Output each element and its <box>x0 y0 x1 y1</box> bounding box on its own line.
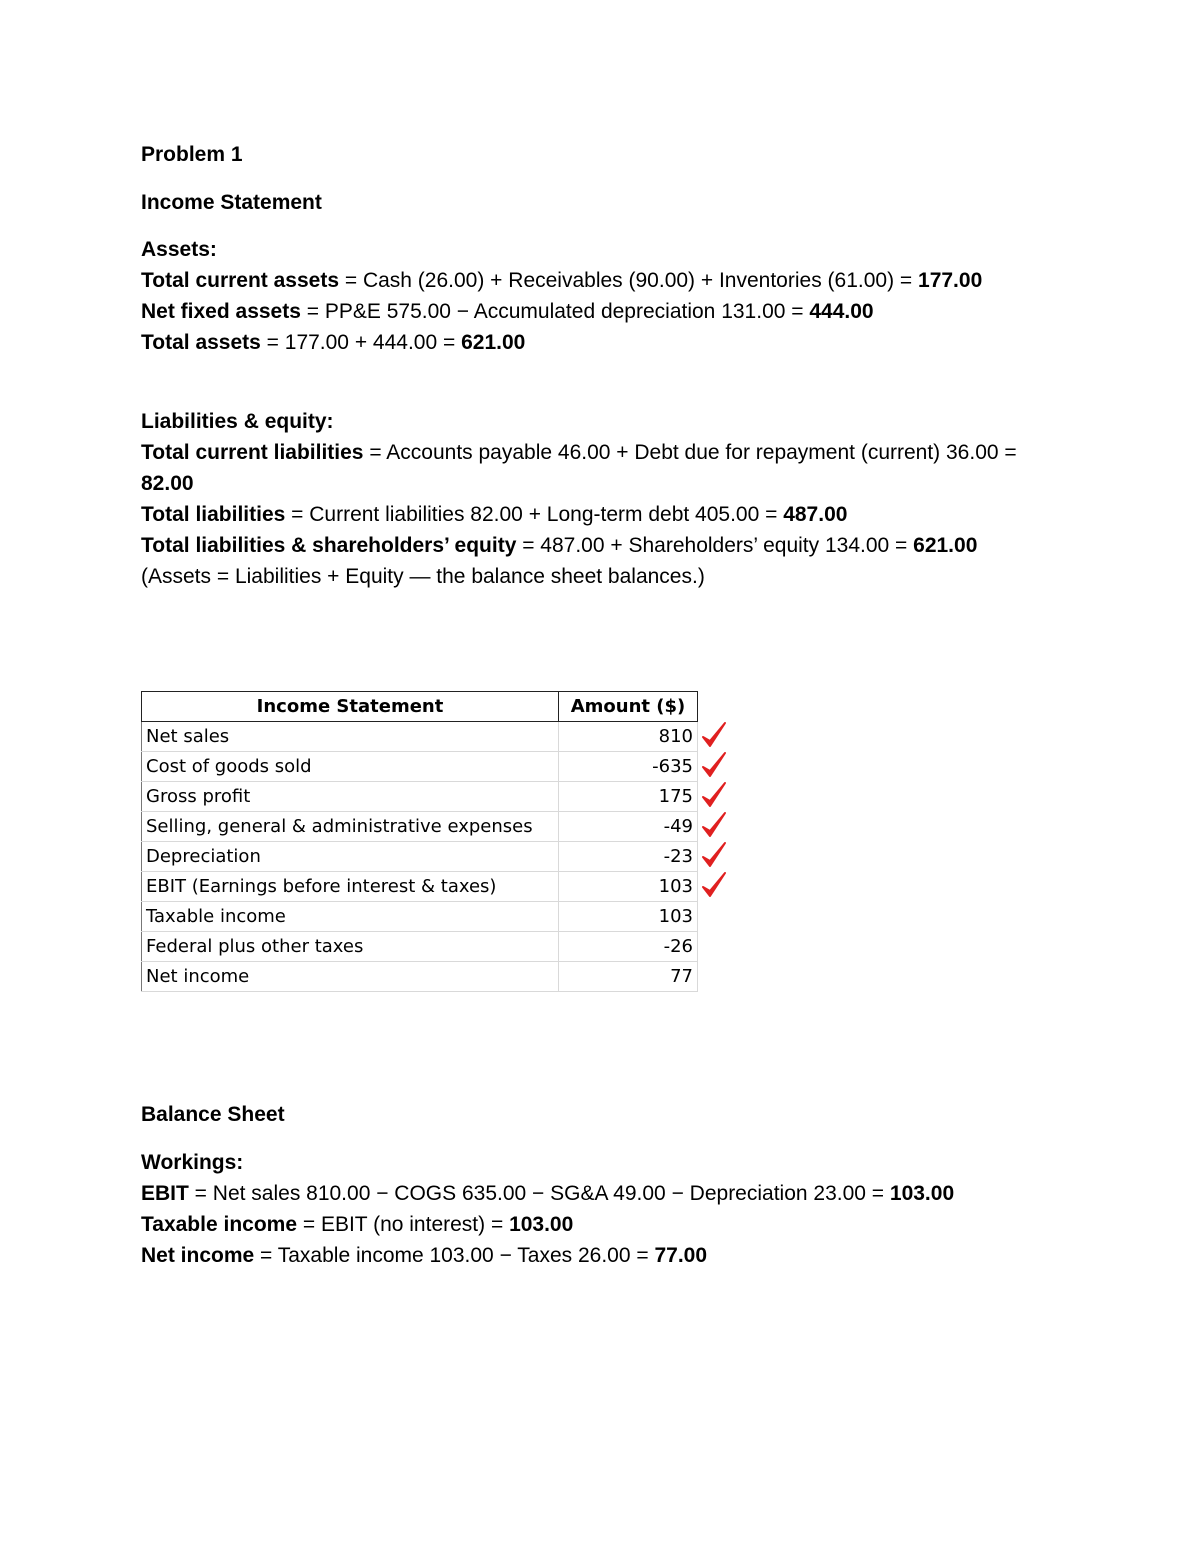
table-row <box>142 842 698 872</box>
net-fixed-assets-label: Net fixed assets <box>141 300 301 323</box>
total-liabilities-equity-line <box>141 530 1071 561</box>
checkmark-icon <box>701 840 727 870</box>
table-row <box>142 812 698 842</box>
amount-value: -23 <box>663 846 693 867</box>
income-statement-heading: Income Statement <box>141 191 322 214</box>
balance-note: (Assets = Liabilities + Equity — the balance sheet balances.) <box>141 565 705 588</box>
liabilities-heading: Liabilities & equity: <box>141 410 334 433</box>
row-amount <box>559 842 698 872</box>
total-assets-result: 621.00 <box>461 331 526 354</box>
row-amount <box>559 902 698 932</box>
net-fixed-assets-line <box>141 296 1071 327</box>
total-current-liabilities-expr: = Accounts payable 46.00 + Debt due for repayment (current) 36.00 = <box>363 441 1017 464</box>
total-assets-label: Total assets <box>141 331 261 354</box>
checkmark-icon <box>701 810 727 840</box>
ebit-label: EBIT <box>141 1182 189 1205</box>
row-label: Federal plus other taxes <box>142 932 559 962</box>
liabilities-section <box>141 406 1071 592</box>
problem-title: Problem 1 <box>141 143 243 166</box>
checkmark-icon <box>701 750 727 780</box>
taxable-income-line <box>141 1209 1071 1240</box>
checkmark-icon <box>701 780 727 810</box>
checkmark-icon <box>701 870 727 900</box>
net-fixed-assets-expr: = PP&E 575.00 − Accumulated depreciation 131.00 = <box>300 300 810 323</box>
row-label: Selling, general & administrative expenses <box>142 812 559 842</box>
total-current-assets-result: 177.00 <box>918 269 983 292</box>
amount-value: 103 <box>658 876 693 897</box>
total-current-liabilities-label: Total current liabilities <box>141 441 364 464</box>
amount-value: 810 <box>658 726 693 747</box>
table-row <box>142 902 698 932</box>
total-liabilities-expr: = Current liabilities 82.00 + Long-term debt 405.00 = <box>285 503 784 526</box>
total-liabilities-line <box>141 499 1071 530</box>
header-amount: Amount ($) <box>559 692 698 722</box>
balance-sheet-heading: Balance Sheet <box>141 1103 285 1126</box>
taxable-income-result: 103.00 <box>509 1213 574 1236</box>
table-row <box>142 722 698 752</box>
row-amount <box>559 932 698 962</box>
amount-value: 103 <box>658 906 693 927</box>
header-income-statement: Income Statement <box>142 692 559 722</box>
assets-heading: Assets: <box>141 238 217 261</box>
row-amount <box>559 812 698 842</box>
total-liabilities-result: 487.00 <box>783 503 848 526</box>
row-label: EBIT (Earnings before interest & taxes) <box>142 872 559 902</box>
total-assets-line <box>141 327 1071 358</box>
amount-value: 77 <box>670 966 693 987</box>
net-income-label: Net income <box>141 1244 255 1267</box>
amount-value: -49 <box>663 816 693 837</box>
net-fixed-assets-result: 444.00 <box>809 300 874 323</box>
net-income-result: 77.00 <box>654 1244 708 1267</box>
table-row <box>142 962 698 992</box>
total-current-liabilities-line <box>141 437 1071 499</box>
taxable-income-expr: = EBIT (no interest) = <box>297 1213 510 1236</box>
assets-section <box>141 234 1071 358</box>
row-amount <box>559 722 698 752</box>
row-amount <box>559 752 698 782</box>
total-current-assets-label: Total current assets <box>141 269 340 292</box>
amount-value: -635 <box>652 756 693 777</box>
ebit-line <box>141 1178 1071 1209</box>
table-row <box>142 782 698 812</box>
net-income-line <box>141 1240 1071 1271</box>
table-row <box>142 932 698 962</box>
workings-heading: Workings: <box>141 1151 244 1174</box>
row-amount <box>559 962 698 992</box>
net-income-expr: = Taxable income 103.00 − Taxes 26.00 = <box>254 1244 655 1267</box>
total-current-assets-line <box>141 265 1071 296</box>
income-statement-table <box>141 691 698 992</box>
row-label: Net income <box>142 962 559 992</box>
row-label: Cost of goods sold <box>142 752 559 782</box>
row-label: Taxable income <box>142 902 559 932</box>
amount-value: -26 <box>663 936 693 957</box>
table-header-row <box>142 692 698 722</box>
total-assets-expr: = 177.00 + 444.00 = <box>260 331 462 354</box>
checkmark-icon <box>701 720 727 750</box>
total-current-assets-expr: = Cash (26.00) + Receivables (90.00) + Inventories (61.00) = <box>339 269 919 292</box>
workings-section <box>141 1147 1071 1271</box>
total-liabilities-equity-expr: = 487.00 + Shareholders’ equity 134.00 = <box>516 534 914 557</box>
total-liabilities-label: Total liabilities <box>141 503 286 526</box>
total-current-liabilities-result: 82.00 <box>141 472 194 495</box>
row-label: Gross profit <box>142 782 559 812</box>
table-row <box>142 752 698 782</box>
row-label: Net sales <box>142 722 559 752</box>
total-liabilities-equity-label: Total liabilities & shareholders’ equity <box>141 534 517 557</box>
ebit-result: 103.00 <box>889 1182 955 1205</box>
table-row <box>142 872 698 902</box>
total-liabilities-equity-result: 621.00 <box>913 534 978 557</box>
row-amount <box>559 782 698 812</box>
row-amount <box>559 872 698 902</box>
ebit-expr: = Net sales 810.00 − COGS 635.00 − SG&A 49.00 − Depreciation 23.00 = <box>188 1182 890 1205</box>
row-label: Depreciation <box>142 842 559 872</box>
amount-value: 175 <box>658 786 693 807</box>
taxable-income-label: Taxable income <box>141 1213 298 1236</box>
